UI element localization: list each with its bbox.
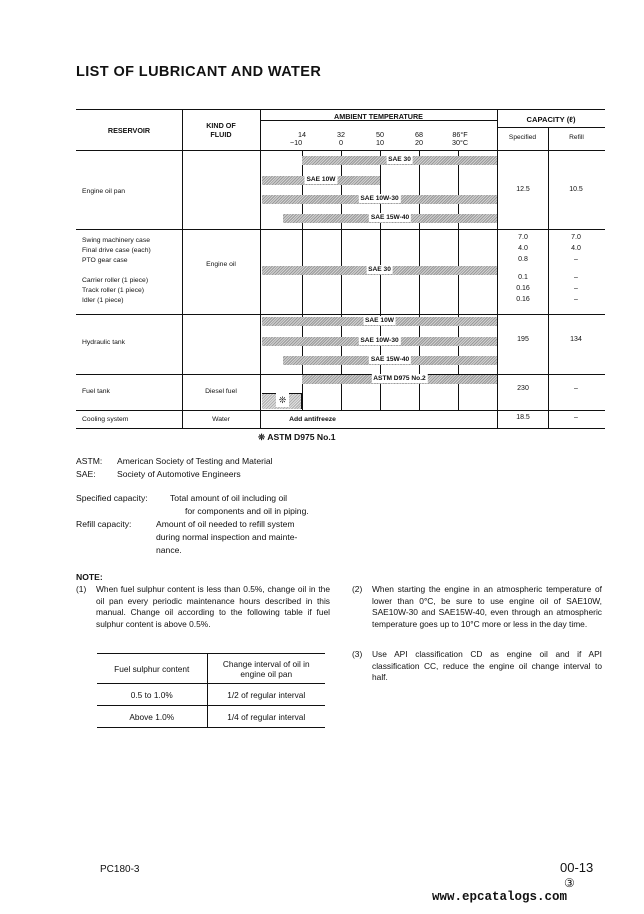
bar-label: SAE 15W-40 [370,356,410,363]
reservoir-pto-gear: PTO gear case [82,257,128,264]
refill-capacity-line1: Amount of oil needed to refill system [156,519,295,529]
specified-fuel-tank: 230 [517,385,529,392]
reservoir-fuel-tank: Fuel tank [82,388,110,395]
specified-header: Specified [508,134,537,141]
astm-no1-footnote: ❊ ASTM D975 No.1 [258,432,336,442]
specified-engine-oil-pan: 12.5 [516,186,530,193]
add-antifreeze-label: Add antifreeze [289,416,336,423]
page-title: LIST OF LUBRICANT AND WATER [76,64,322,80]
refill-cooling-system: – [574,414,578,421]
bar-astm-d975-no2 [302,375,497,384]
abbrev-sae-value: Society of Automotive Engineers [117,469,241,479]
bar-label: SAE 10W-30 [360,337,399,344]
watermark: www.epcatalogs.com [432,890,568,904]
refill-engine-oil-pan: 10.5 [569,186,583,193]
refill-swing-machinery: 7.0 [571,234,581,241]
refill-final-drive: 4.0 [571,245,581,252]
note-number: (1) [76,584,87,594]
kind-of-fluid-header: KIND OF FLUID [206,121,236,139]
refill-capacity-line2: during normal inspection and mainte- [156,532,298,542]
temp-f-68: 68 [415,130,423,139]
ambient-temperature-header: AMBIENT TEMPERATURE [334,112,423,121]
specified-cooling-system: 18.5 [516,414,530,421]
sulphur-interval-table [97,653,325,728]
lubricant-table [76,109,605,429]
temp-c-20: 20 [415,138,423,147]
bar-label: SAE 10W [306,176,336,183]
specified-carrier-roller: 0.1 [518,274,528,281]
sulphur-col-interval: Change interval of oil in engine oil pan [207,654,325,684]
abbrev-astm-value: American Society of Testing and Material [117,456,273,466]
temp-f-50: 50 [376,130,384,139]
reservoir-idler: Idler (1 piece) [82,297,124,304]
refill-fuel-tank: – [574,385,578,392]
note-text: When fuel sulphur content is less than 0.5%, change oil in the oil pan every periodic maintenance hours described in this manual. Change oil according to the following table if fuel sulphur content is above 0.5%. [96,584,330,629]
bar-label: SAE 15W-40 [370,214,410,221]
bar-label: SAE 30 [388,156,411,163]
note-item-2 [352,584,602,630]
temp-c-10: 10 [376,138,384,147]
specified-idler: 0.16 [516,296,530,303]
note-item-3 [352,649,602,684]
specified-capacity-line2: for components and oil in piping. [185,506,309,516]
temp-f-86: 86°F [452,130,468,139]
bar-label: SAE 10W [365,317,394,324]
page-number: 00-13 [560,860,594,875]
reservoir-track-roller: Track roller (1 piece) [82,287,145,294]
note-item-1 [76,584,330,630]
refill-carrier-roller: – [574,274,578,281]
bar-label: SAE 30 [368,266,391,273]
temp-c-minus10: −10 [289,138,303,147]
specified-final-drive: 4.0 [518,245,528,252]
bar-sae-30-gear [262,266,497,275]
specified-hydraulic-tank: 195 [517,336,529,343]
sulphur-col-content: Fuel sulphur content [97,654,207,684]
temp-f-14: 14 [298,130,306,139]
note-text: Use API classification CD as engine oil and if API classification CC, reduce the engine oil change interval to half. [372,649,602,683]
reservoir-final-drive: Final drive case (each) [82,247,151,254]
bar-sae-15w-40-hydraulic [283,356,497,365]
refill-pto-gear: – [574,256,578,263]
sulphur-row2-content: Above 1.0% [97,706,207,728]
abbrev-astm-key: ASTM: [76,456,103,466]
kind-diesel-fuel: Diesel fuel [205,388,237,395]
kind-engine-oil: Engine oil [206,261,236,268]
refill-hydraulic-tank: 134 [570,336,582,343]
specified-track-roller: 0.16 [516,285,530,292]
sulphur-row2-interval: 1/4 of regular interval [207,706,325,728]
refill-idler: – [574,296,578,303]
revision-mark: ③ [564,876,575,890]
capacity-header: CAPACITY (ℓ) [526,115,576,124]
bar-label: SAE 10W-30 [360,195,399,202]
specified-pto-gear: 0.8 [518,256,528,263]
note-number: (3) [352,649,363,659]
reservoir-swing-machinery: Swing machinery case [82,237,150,244]
model-number: PC180-3 [100,864,140,875]
specified-swing-machinery: 7.0 [518,234,528,241]
specified-capacity-line1: Total amount of oil including oil [170,493,288,503]
reservoir-cooling-system: Cooling system [82,416,129,423]
refill-header: Refill [569,134,584,141]
sulphur-row1-interval: 1/2 of regular interval [207,684,325,706]
reservoir-carrier-roller: Carrier roller (1 piece) [82,277,149,284]
reservoir-engine-oil-pan: Engine oil pan [82,188,126,195]
temp-f-32: 32 [337,130,345,139]
bar-sae-10w-30-engine [262,195,497,204]
note-number: (2) [352,584,363,594]
asterisk-symbol-icon: ❊ [276,393,289,407]
temp-c-30: 30°C [451,138,469,147]
refill-track-roller: – [574,285,578,292]
reservoir-header: RESERVOIR [107,126,151,135]
temp-c-0: 0 [339,138,343,147]
refill-capacity-key: Refill capacity: [76,519,132,529]
sulphur-row1-content: 0.5 to 1.0% [97,684,207,706]
bar-sae-30-engine [302,156,497,165]
note-heading: NOTE: [76,572,103,582]
bar-sae-10w-engine [262,176,380,185]
bar-sae-10w-30-hydraulic [262,337,497,346]
note-text: When starting the engine in an atmospheric temperature of lower than 0°C, be sure to use engine oil of SAE10W, SAE10W-30 and SAE15W-40, even through an atmospheric temperature goes up to 10°C more or less in the day time. [372,584,602,629]
refill-capacity-line3: nance. [156,545,182,555]
abbrev-sae-key: SAE: [76,469,96,479]
bar-sae-15w-40-engine [283,214,497,223]
reservoir-hydraulic-tank: Hydraulic tank [82,339,126,346]
bar-label: ASTM D975 No.2 [373,375,426,382]
specified-capacity-key: Specified capacity: [76,493,148,503]
kind-water: Water [212,416,230,423]
bar-sae-10w-hydraulic [262,317,497,326]
